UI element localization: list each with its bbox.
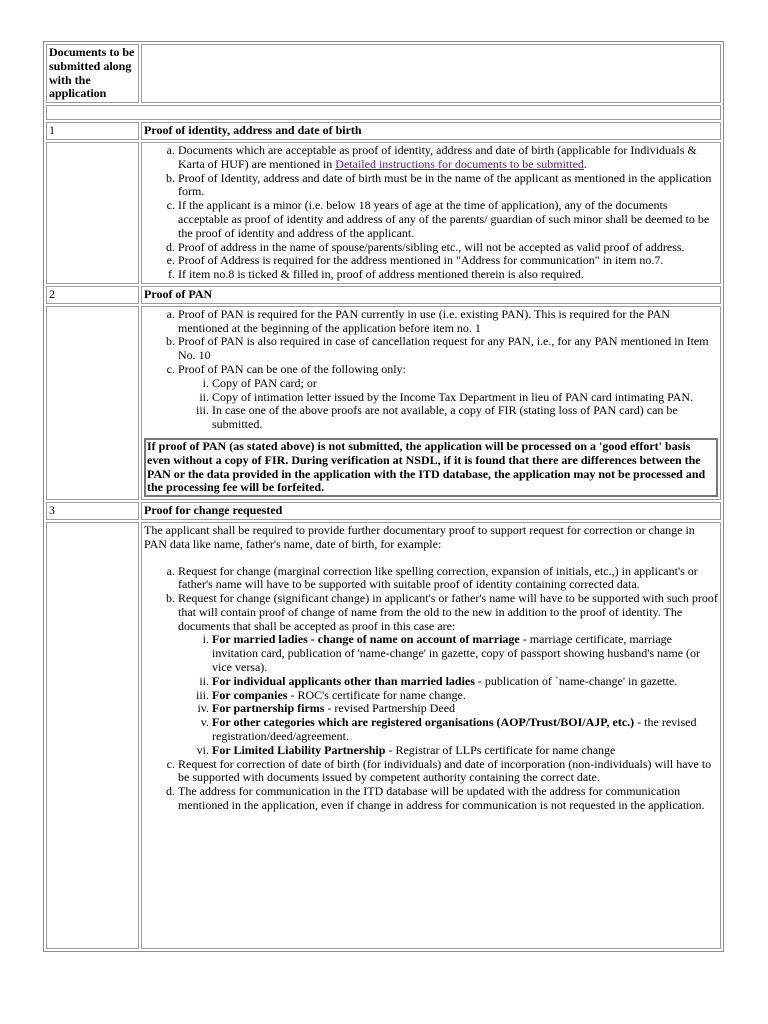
list-item: a. Request for change (marginal correction like spelling correction, expansion of initials, etc.,) in applicant's or father's name will have to be supported with suitable proof of identity containing corrected data. <box>178 565 718 593</box>
list-item <box>178 144 718 172</box>
section2-number: 2 <box>46 286 139 304</box>
list-item-text: Documents which are acceptable as proof of identity, address and date of birth (applicable for Individuals & Karta of HUF) are mentioned in <box>178 142 697 171</box>
sublist-item-text: - ROC's certificate for name change. <box>287 687 466 702</box>
section3-header-row <box>46 502 721 520</box>
section1-list <box>144 144 718 282</box>
sublist-item-text: - revised Partnership Deed <box>324 701 456 716</box>
sublist-item-bold: For individual applicants other than married ladies <box>212 673 475 688</box>
section1-number: 1 <box>46 122 139 140</box>
header-row <box>46 44 721 103</box>
sublist-item <box>212 744 718 758</box>
sublist-item-bold: For married ladies - change of name on account of marriage <box>212 632 520 647</box>
sublist-item-text: - marriage certificate, marriage invitation card, publication of 'name-change' in gazette, copy of passport showing husband's name (or vice versa). <box>212 632 701 675</box>
section2-header-row <box>46 286 721 304</box>
list-item: c. If the applicant is a minor (i.e. below 18 years of age at the time of application), any of the documents acceptable as proof of identity and address of any of the parents/ guardian of such minor shall be deemed to be the proof of identity and address of the applicant. <box>178 199 718 240</box>
sublist-item-bold: For other categories which are registered organisations (AOP/Trust/BOI/AJP, etc.) <box>212 715 635 730</box>
sublist-item: iii. In case one of the above proofs are not available, a copy of FIR (stating loss of PAN card) can be submitted. <box>212 404 718 432</box>
section3-intro: The applicant shall be required to provide further documentary proof to support request for correction or change in PAN data like name, father's name, date of birth, for example: <box>144 522 695 551</box>
list-item-text: Proof of PAN can be one of the following only: <box>178 361 406 376</box>
section1-title: Proof of identity, address and date of birth <box>141 122 721 140</box>
section2-title: Proof of PAN <box>141 286 721 304</box>
section2-list <box>144 308 718 432</box>
section3-empty-cell <box>46 522 139 949</box>
section1-header-row <box>46 122 721 140</box>
sublist-item-bold: For Limited Liability Partnership <box>212 742 386 757</box>
list-item <box>178 363 718 432</box>
section2-sublist <box>178 377 718 432</box>
section1-body-row <box>46 142 721 284</box>
section3-body <box>141 522 721 949</box>
spacer-row <box>46 105 721 120</box>
section1-empty-cell <box>46 142 139 284</box>
section2-body-row <box>46 306 721 500</box>
sublist-item-bold: For companies <box>212 687 288 702</box>
section1-body <box>141 142 721 284</box>
section3-sublist <box>178 633 718 757</box>
list-item-text: . <box>583 156 587 171</box>
documents-table <box>43 41 724 952</box>
section3-list <box>144 565 718 813</box>
list-item: d. Proof of address in the name of spouse/parents/sibling etc., will not be accepted as valid proof of address. <box>178 241 718 255</box>
list-item: b. Proof of Identity, address and date of birth must be in the name of the applicant as mentioned in the application form. <box>178 172 718 200</box>
list-item: d. The address for communication in the ITD database will be updated with the address for communication mentioned in the application, even if change in address for communication is not requested in the application. <box>178 785 718 813</box>
header-empty-cell <box>141 44 721 103</box>
list-item: c. Request for correction of date of birth (for individuals) and date of incorporation (non-individuals) will have to be supported with documents issued by competent authority containing the correct date. <box>178 758 718 786</box>
pan-warning-note: If proof of PAN (as stated above) is not submitted, the application will be processed on a 'good effort' basis even without a copy of FIR. During verification at NSDL, if it is found that there are differences between the PAN or the data provided in the application with the ITD database, the application may not be processed and the processing fee will be forfeited. <box>144 438 718 497</box>
list-item: e. Proof of Address is required for the address mentioned in "Address for communication" in item no.7. <box>178 254 718 268</box>
section3-body-row <box>46 522 721 949</box>
list-item <box>178 592 718 758</box>
sublist-item <box>212 716 718 744</box>
sublist-item-text: - the revised registration/deed/agreement. <box>212 715 697 744</box>
sublist-item <box>212 633 718 674</box>
detailed-instructions-link[interactable]: Detailed instructions for documents to be submitted <box>335 156 584 171</box>
sublist-item-bold: For partnership firms <box>212 701 325 716</box>
header-title: Documents to be submitted along with the application <box>46 44 139 103</box>
list-item: f. If item no.8 is ticked & filled in, proof of address mentioned therein is also required. <box>178 268 718 282</box>
list-item: a. Proof of PAN is required for the PAN currently in use (i.e. existing PAN). This is required for the PAN mentioned at the beginning of the application before item no. 1 <box>178 308 718 336</box>
sublist-item: i. Copy of PAN card; or <box>212 377 718 391</box>
section3-title: Proof for change requested <box>141 502 721 520</box>
sublist-item-text: - Registrar of LLPs certificate for name change <box>385 742 616 757</box>
list-item-text: Request for change (significant change) in applicant's or father's name will have to be supported with such proof that will contain proof of change of name from the old to the new in addition to the proof of identity. The documents that shall be accepted as proof in this case are: <box>178 591 718 633</box>
section2-body <box>141 306 721 500</box>
section2-empty-cell <box>46 306 139 500</box>
sublist-item <box>212 675 718 689</box>
spacer-cell <box>46 105 721 120</box>
sublist-item: ii. Copy of intimation letter issued by the Income Tax Department in lieu of PAN card intimating PAN. <box>212 391 718 405</box>
section3-number: 3 <box>46 502 139 520</box>
sublist-item <box>212 689 718 703</box>
sublist-item <box>212 702 718 716</box>
sublist-item-text: - publication of `name-change' in gazette. <box>474 673 678 688</box>
list-item: b. Proof of PAN is also required in case of cancellation request for any PAN, i.e., for any PAN mentioned in Item No. 10 <box>178 335 718 363</box>
